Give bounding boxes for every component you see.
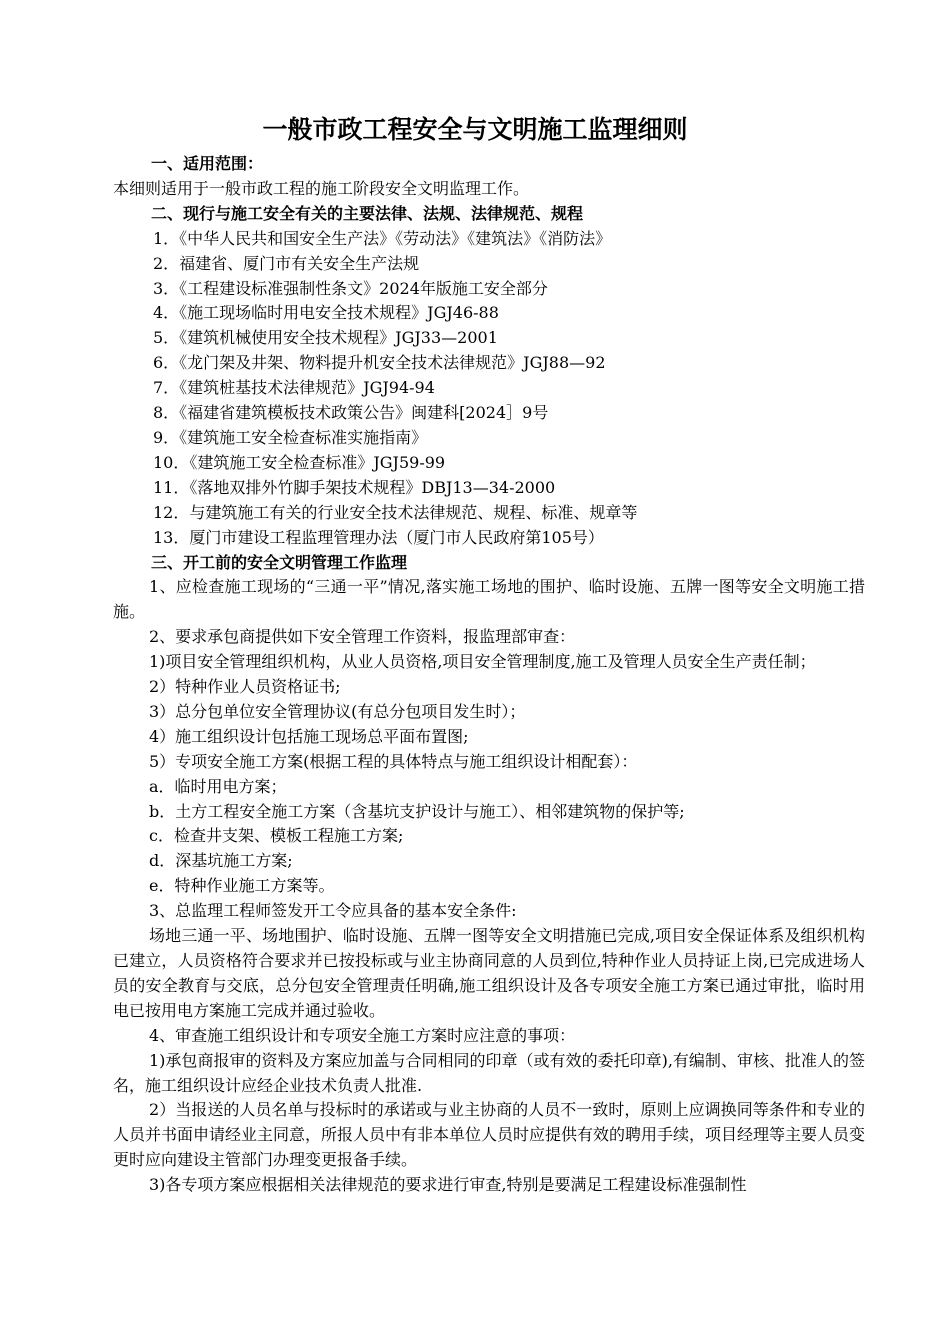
list-item: 12．与建筑施工有关的行业安全技术法律规范、规程、标准、规章等: [153, 502, 638, 522]
list-item: 10．《建筑施工安全检查标准》JGJ59-99: [153, 452, 446, 472]
paragraph: 2、要求承包商提供如下安全管理工作资料，报监理部审查：: [149, 627, 576, 647]
section-heading-regulations: 二、现行与施工安全有关的主要法律、法规、法律规范、规程: [151, 203, 584, 223]
list-item: 13．厦门市建设工程监理管理办法（厦门市人民政府第105号）: [153, 527, 604, 547]
paragraph: b．土方工程安全施工方案（含基坑支护设计与施工）、相邻建筑物的保护等;: [149, 801, 685, 821]
paragraph: 2）特种作业人员资格证书;: [149, 677, 341, 697]
list-item: 5．《建筑机械使用安全技术规程》JGJ33—2001: [153, 328, 498, 348]
list-item: 2．福建省、厦门市有关安全生产法规: [153, 253, 420, 273]
list-item: 6．《龙门架及井架、物料提升机安全技术法律规范》JGJ88—92: [153, 353, 606, 373]
section-heading-scope: 一、适用范围：: [151, 154, 264, 173]
paragraph: 1)承包商报审的资料及方案应加盖与合同相同的印章（或有效的委托印章),有编制、审核、批准人的签名，施工组织设计应经企业技术负责人批准.: [113, 1050, 865, 1095]
paragraph: a．临时用电方案；: [149, 776, 287, 796]
paragraph: c．检查井支架、模板工程施工方案;: [149, 826, 404, 846]
list-item: 3．《工程建设标准强制性条文》2024年版施工安全部分: [153, 278, 548, 298]
list-item: 8．《福建省建筑模板技术政策公告》闽建科[2024］9号: [153, 403, 549, 423]
paragraph: 1)项目安全管理组织机构，从业人员资格,项目安全管理制度,施工及管理人员安全生产责任制；: [149, 652, 816, 672]
paragraph: e．特种作业施工方案等。: [149, 876, 335, 896]
section-heading-pre-construction: 三、开工前的安全文明管理工作监理: [151, 552, 408, 572]
list-item: 4．《施工现场临时用电安全技术规程》JGJ46-88: [153, 303, 499, 323]
paragraph: 本细则适用于一般市政工程的施工阶段安全文明监理工作。: [113, 178, 530, 198]
list-item: 11．《落地双排外竹脚手架技术规程》DBJ13—34-2000: [153, 477, 556, 497]
paragraph: 4、审查施工组织设计和专项安全施工方案时应注意的事项：: [149, 1025, 576, 1045]
paragraph: 1、应检查施工现场的“三通一平”情况,落实施工场地的围护、临时设施、五牌一图等安全文明施工措施。: [113, 577, 865, 622]
document-body: [113, 152, 865, 1198]
paragraph: 3）总分包单位安全管理协议(有总分包项目发生时）；: [149, 701, 526, 721]
paragraph: 3)各专项方案应根据相关法律规范的要求进行审查,特别是要满足工程建设标准强制性: [149, 1175, 747, 1195]
paragraph: 2）当报送的人员名单与投标时的承诺或与业主协商的人员不一致时，原则上应调换同等条件和专业的人员并书面申请经业主同意，所报人员中有非本单位人员时应提供有效的聘用手续，项目经理等主要人员变更时应向建设主管部门办理变更报备手续。: [113, 1100, 866, 1170]
paragraph: 场地三通一平、场地围护、临时设施、五牌一图等安全文明措施已完成,项目安全保证体系及组织机构已建立，人员资格符合要求并已按投标或与业主协商同意的人员到位,特种作业人员持证上岗,已完成进场人员的安全教育与交底，总分包安全管理责任明确,施工组织设计及各专项安全施工方案已通过审批，临时用电已按用电方案施工完成并通过验收。: [113, 926, 865, 1020]
list-item: 1．《中华人民共和国安全生产法》《劳动法》《建筑法》《消防法》: [153, 228, 612, 248]
paragraph: d．深基坑施工方案;: [149, 851, 293, 871]
paragraph: 3、总监理工程师签发开工令应具备的基本安全条件:: [149, 901, 517, 921]
paragraph: 4）施工组织设计包括施工现场总平面布置图;: [149, 726, 469, 746]
document-title: 一般市政工程安全与文明施工监理细则: [262, 115, 688, 144]
list-item: 7．《建筑桩基技术法律规范》JGJ94-94: [153, 378, 435, 398]
paragraph: 5）专项安全施工方案(根据工程的具体特点与施工组织设计相配套）：: [149, 751, 638, 771]
list-item: 9．《建筑施工安全检查标准实施指南》: [153, 427, 428, 447]
